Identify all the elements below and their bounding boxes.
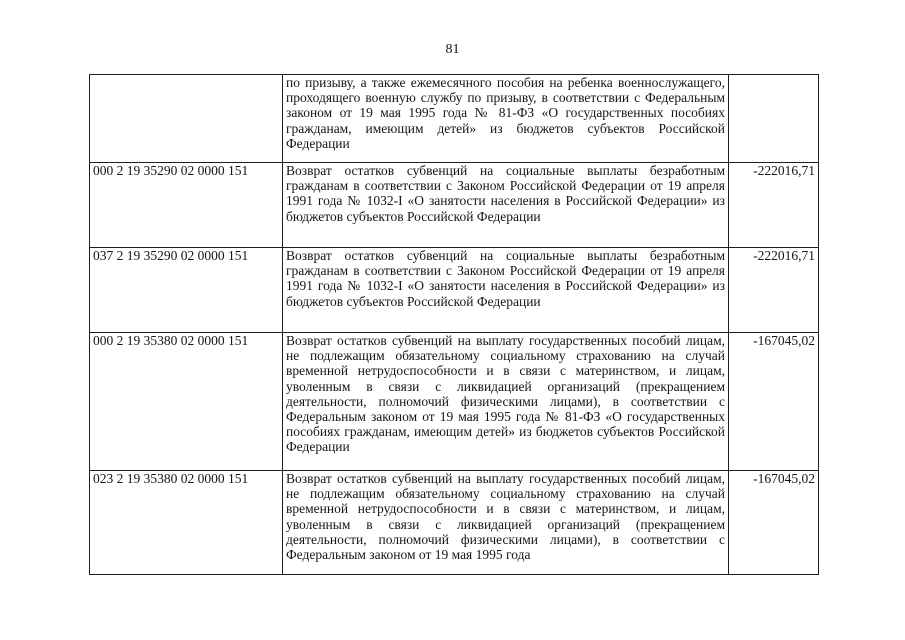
table-row	[90, 471, 819, 575]
budget-code	[90, 75, 283, 163]
budget-table	[89, 74, 819, 575]
budget-code: 000 2 19 35380 02 0000 151	[90, 333, 283, 471]
row-description: Возврат остатков субвенций на социальные выплаты безработным гражданам в соответствии с Законом Российской Федерации от 19 апреля 1991 года № 1032-I «О занятости населения в Российской Федерации» из бюджетов субъектов Российской Федерации	[283, 163, 729, 248]
row-amount: -167045,02	[729, 471, 819, 575]
table-row	[90, 248, 819, 333]
budget-code: 000 2 19 35290 02 0000 151	[90, 163, 283, 248]
table-row	[90, 75, 819, 163]
row-amount: -167045,02	[729, 333, 819, 471]
row-description: Возврат остатков субвенций на выплату государственных пособий лицам, не подлежащим обязательному социальному страхованию на случай временной нетрудоспособности и в связи с материнством, и лицам, уволенным в связи с ликвидацией организаций (прекращением деятельности, полномочий физическими лицами), в соответствии с Федеральным законом от 19 мая 1995 года № 81-ФЗ «О государственных пособиях гражданам, имеющим детей» из бюджетов субъектов Российской Федерации	[283, 333, 729, 471]
row-amount	[729, 75, 819, 163]
row-description: Возврат остатков субвенций на выплату государственных пособий лицам, не подлежащим обязательному социальному страхованию на случай временной нетрудоспособности и в связи с материнством, и лицам, уволенным в связи с ликвидацией организаций (прекращением деятельности, полномочий физическими лицами), в соответствии с Федеральным законом от 19 мая 1995 года	[283, 471, 729, 575]
table-row	[90, 163, 819, 248]
budget-code: 023 2 19 35380 02 0000 151	[90, 471, 283, 575]
page-number: 81	[445, 42, 460, 57]
row-amount: -222016,71	[729, 248, 819, 333]
budget-code: 037 2 19 35290 02 0000 151	[90, 248, 283, 333]
table-row	[90, 333, 819, 471]
row-description: по призыву, а также ежемесячного пособия на ребенка военнослужащего, проходящего военную службу по призыву, в соответствии с Федеральным законом от 19 мая 1995 года № 81-ФЗ «О государственных пособиях гражданам, имеющим детей» из бюджетов субъектов Российской Федерации	[283, 75, 729, 163]
row-description: Возврат остатков субвенций на социальные выплаты безработным гражданам в соответствии с Законом Российской Федерации от 19 апреля 1991 года № 1032-I «О занятости населения в Российской Федерации» из бюджетов субъектов Российской Федерации	[283, 248, 729, 333]
row-amount: -222016,71	[729, 163, 819, 248]
